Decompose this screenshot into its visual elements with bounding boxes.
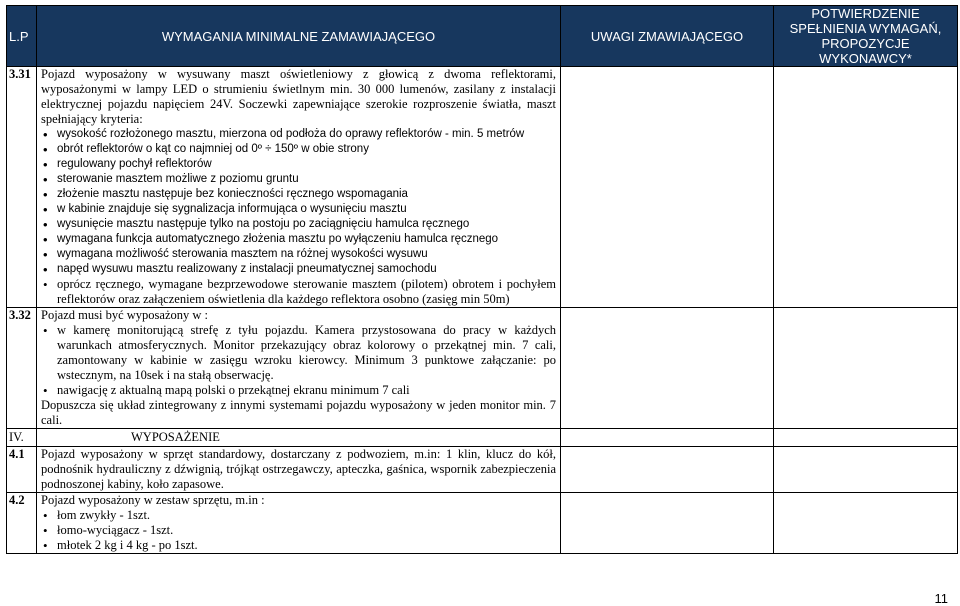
list-item: • wymagana możliwość sterowania masztem na różnej wysokości wysuwu [57,247,556,262]
table-row [7,447,958,493]
remarks-cell [561,447,774,493]
row-description: Pojazd wyposażony w sprzęt standardowy, dostarczany z podwoziem, m.in: 1 klin, klucz do kół, podnośnik hydrauliczny z dźwignią, trójkąt ostrzegawczy, apteczka, gaśnica, wspornik zabezpieczenia podnoszonej kabiny, koło zapasowe. [37,447,561,493]
equipment-list [41,323,556,398]
row-number: 3.31 [7,67,37,308]
row-description [37,493,561,554]
row-number: 4.2 [7,493,37,554]
section-title [37,429,561,447]
header-confirmation: POTWIERDZENIE SPEŁNIENIA WYMAGAŃ, PROPOZYCJE WYKONAWCY* [774,6,958,67]
list-item: • oprócz ręcznego, wymagane bezprzewodowe sterowanie masztem (pilotem) obrotem i pochyłem reflektorów oraz załączeniem oświetlenia dla każdego reflektora osobno (zasięg min 50m) [57,277,556,307]
remarks-cell [561,429,774,447]
list-item: • wymagana funkcja automatycznego złożenia masztu po wyłączeniu hamulca ręcznego [57,232,556,247]
criteria-list [41,127,556,307]
list-item: • młotek 2 kg i 4 kg - po 1szt. [57,538,556,553]
list-item: • wysokość rozłożonego masztu, mierzona od podłoża do oprawy reflektorów - min. 5 metrów [57,127,556,142]
row-intro: Pojazd musi być wyposażony w : [41,308,208,322]
row-number: 4.1 [7,447,37,493]
remarks-cell [561,67,774,308]
page-number: 11 [934,591,948,606]
row-description [37,308,561,429]
table-row [7,493,958,554]
header-remarks: UWAGI ZMAWIAJĄCEGO [561,6,774,67]
confirmation-cell [774,447,958,493]
confirmation-cell [774,308,958,429]
table-row [7,308,958,429]
row-description [37,67,561,308]
list-item: • łomo-wyciągacz - 1szt. [57,523,556,538]
list-item: • sterowanie masztem możliwe z poziomu gruntu [57,172,556,187]
requirements-table [6,5,958,554]
row-number: IV. [7,429,37,447]
remarks-cell [561,493,774,554]
section-title-text: WYPOSAŻENIE [131,430,220,444]
header-requirements: WYMAGANIA MINIMALNE ZAMAWIAJĄCEGO [37,6,561,67]
list-item: • w kabinie znajduje się sygnalizacja informująca o wysunięciu masztu [57,202,556,217]
table-row [7,67,958,308]
confirmation-cell [774,493,958,554]
list-item: • wysunięcie masztu następuje tylko na postoju po zaciągnięciu hamulca ręcznego [57,217,556,232]
row-number: 3.32 [7,308,37,429]
list-item: • złożenie masztu następuje bez konieczności ręcznego wspomagania [57,187,556,202]
row-intro: Pojazd wyposażony w zestaw sprzętu, m.in : [41,493,265,507]
list-item: • w kamerę monitorującą strefę z tyłu pojazdu. Kamera przystosowana do pracy w każdych warunkach atmosferycznych. Monitor przekazujący obraz kolorowy o przekątnej min. 7 cali, zamontowany w kabinie w zasięgu wzroku kierowcy. Minimum 3 punktowe załączanie: po wstecznym, na 10sek i na stałą obserwację. [57,323,556,383]
tools-list [41,508,556,553]
list-item: • napęd wysuwu masztu realizowany z instalacji pneumatycznej samochodu [57,262,556,277]
header-lp: L.P [7,6,37,67]
table-row [7,429,958,447]
confirmation-cell [774,429,958,447]
list-item: • obrót reflektorów o kąt co najmniej od 0º ÷ 150º w obie strony [57,142,556,157]
row-outro: Dopuszcza się układ zintegrowany z innymi systemami pojazdu wyposażony w jeden monitor min. 7 cali. [41,398,556,427]
table-header-row [7,6,958,67]
list-item: • regulowany pochył reflektorów [57,157,556,172]
row-intro: Pojazd wyposażony w wysuwany maszt oświetleniowy z głowicą z dwoma reflektorami, wyposażonymi w lampy LED o strumieniu świetlnym min. 30 000 lumenów, zasilany z instalacji elektrycznej pojazdu napięciem 24V. Soczewki zapewniające szerokie rozproszenie światła, maszt spełniający kryteria: [41,67,556,126]
list-item: • łom zwykły - 1szt. [57,508,556,523]
remarks-cell [561,308,774,429]
list-item: • nawigację z aktualną mapą polski o przekątnej ekranu minimum 7 cali [57,383,556,398]
confirmation-cell [774,67,958,308]
